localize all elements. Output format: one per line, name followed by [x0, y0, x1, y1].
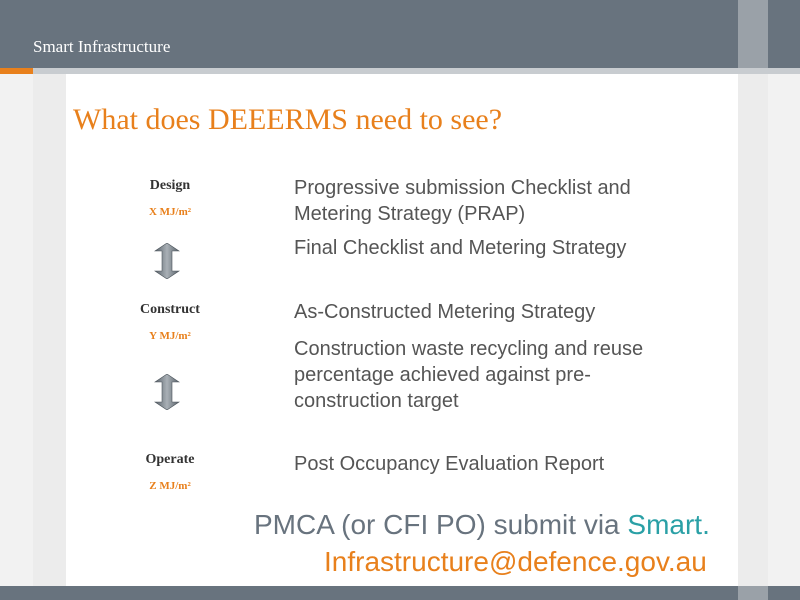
stage-construct	[110, 302, 230, 342]
bottom-bar	[0, 586, 800, 600]
double-arrow-icon	[154, 243, 180, 279]
double-arrow-icon	[154, 374, 180, 410]
deliverable-item: Post Occupancy Evaluation Report	[294, 453, 605, 475]
header-underline-accent	[0, 68, 33, 74]
stage-energy: Y MJ/m²	[149, 330, 191, 342]
email-link-part1[interactable]: Smart.	[627, 509, 710, 540]
stage-name: Operate	[145, 452, 195, 467]
deliverable-item: Progressive submission Checklist and Metering Strategy (PRAP)	[294, 177, 631, 225]
stage-operate	[110, 452, 230, 492]
top-bar-accent	[738, 0, 768, 68]
deliverable-item: Final Checklist and Metering Strategy	[294, 237, 627, 259]
submission-note	[254, 509, 710, 541]
email-link-part2[interactable]: Infrastructure@defence.gov.au	[324, 546, 707, 577]
stage-energy: X MJ/m²	[148, 206, 192, 218]
side-panel-right	[738, 74, 768, 586]
slide-title: What does DEEERMS need to see?	[73, 103, 503, 136]
top-bar	[0, 0, 800, 68]
stage-name: Construct	[140, 302, 200, 317]
submission-text: PMCA (or CFI PO) submit via	[254, 509, 628, 540]
brand-name: Smart Infrastructure	[33, 37, 171, 56]
stage-name: Design	[149, 178, 191, 193]
side-panel-left	[33, 74, 66, 586]
bottom-bar-accent	[738, 586, 768, 600]
stage-energy: Z MJ/m²	[149, 480, 191, 492]
deliverable-item: As-Constructed Metering Strategy	[294, 301, 596, 323]
deliverable-item: Construction waste recycling and reuse percentage achieved against pre-construction target	[294, 338, 644, 412]
stage-design	[110, 178, 230, 218]
